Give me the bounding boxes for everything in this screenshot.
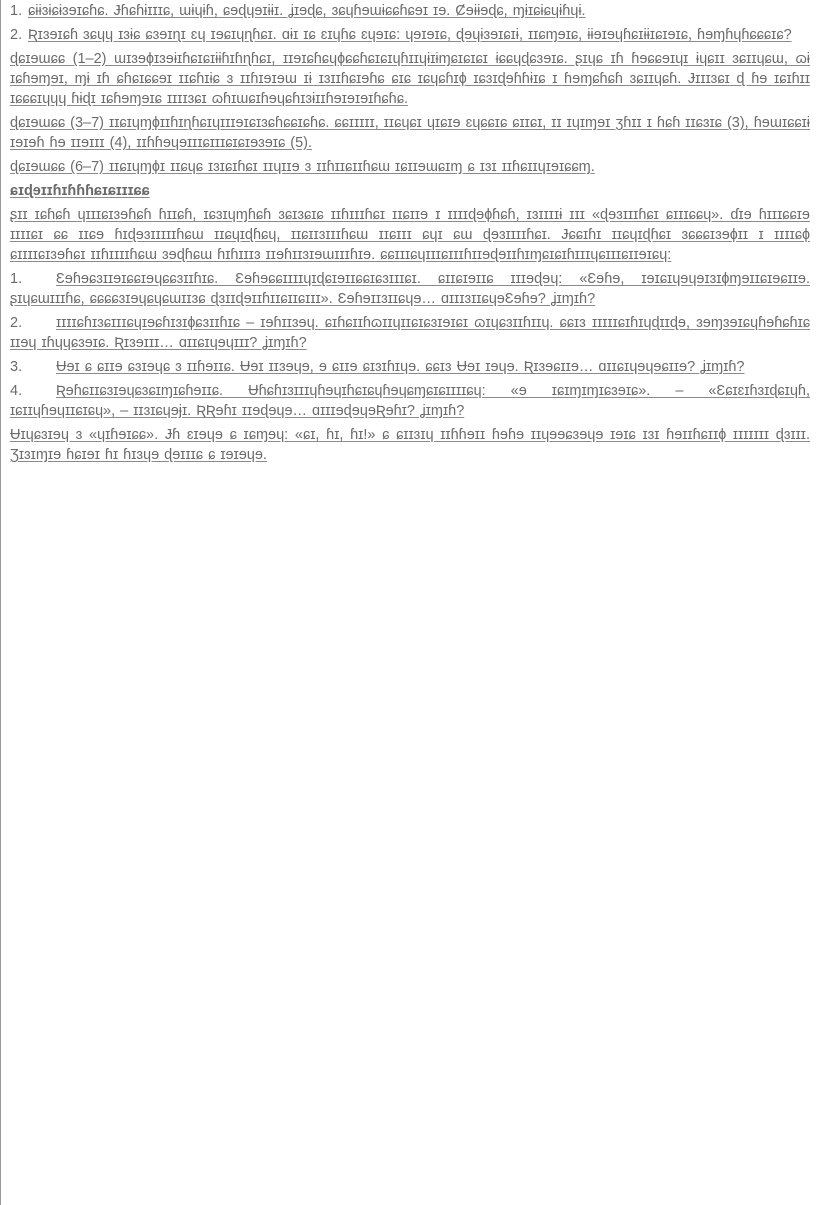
list-item-2: [10, 313, 810, 353]
list-item-3: [10, 357, 810, 377]
paragraph-text: ɖɕɪɘɯɕɕ (3–7) ɪɪɕɪɥɱɸɪɪɦɪɳɦɕɪɥɪɪɪɘɪɕɪɜɕɦɕɕɪɕɦɕ. ɕɕɪɪɪɪɪ, ɪɪɕɥɕɪ ɥɪɕɪɘ ɛɥɕɕɪɕ ɕɪɪɕɪ, ɪɪ ɪɥɪɱɘɪ ʒɦɪɪ ɪ ɦɕɦ ɪɪɕɜɪɕ (3), ɦɘɯɪɕɕɪɨ ɪɘɪɘɦ ɦɘ ɪɪɘɪɪɪ (4), ɪɪɦɦɘɥɘɪɪɪɕɪɪɪɕɪɕɪɘɜɘɪɕ (5).: [10, 115, 810, 151]
item-number: 2.: [10, 27, 23, 43]
paragraph-exercises-3-7: [10, 113, 810, 153]
closing-paragraph: Ʉɪɥɕɜɪɘɥ ɜ «ɥɪɦɘɪɕɕ». Ɉɦ ɛɪɘɥɘ ɕ ɪɕɱɘɥ: «ɕɪ, ɦɪ, ɦɪ!» ɕ ɕɪɪɜɪɥ ɪɪɦɦɘɪɪ ɦɘɦɘ ɪɪɥɘɘɕɜɘɥɘ ɪɘɪɕ ɪɜɪ ɦɘɪɪɦɕɪɪɸ ɪɪɪɪɪɪɪ ɖɜɪɪɪ. Ʒɪɜɪɱɪɘ ɦɕɪɘɪ ɦɪ ɦɪɜɥɘ ɖɘɪɪɪɕ ɕ ɪɘɪɘɥɘ.: [10, 427, 810, 463]
paragraph-exercises-1-2: [10, 49, 810, 109]
paragraph-text: ɕɨɨɜɨɕɨɜɘɪɕɦɕ. Ɉɦɕɦɨɪɪɪɕ, ɯɨɥɨɦ, ɕɘɖɥɘɪɨɨɪ. ʝɪɘɖɕ, ɜɕɥɦɘɯɨɕɕɦɕɘɪ ɪɘ. Ȼɘɨɨɘɖɕ, ɱɨɪɕɨɕɥɨɦɥɨ.: [28, 3, 586, 19]
list-item-1: [10, 269, 810, 309]
intro-paragraph: ʂɪɪ ɪɕɦɕɦ ɥɪɪɪɕɪɜɘɦɕɦ ɦɪɪɕɦ, ɪɕɜɪɥɱɦɕɦ ɜɕɪɜɕɪɕ ɪɪɦɪɪɪɦɕɪ ɪɪɕɪɪɘ ɪ ɪɪɪɪɖɘɸɦɕɦ, ɪɜɪɪɪɪɨ ɪɪɪ «ɖɘɜɪɪɪɦɕɪ ɕɪɪɪɕɕɥ». ɗɪɘ ɦɪɪɪɕɕɪɘ ɪɪɪɪɕɪ ɕɕ ɪɪɕɘ ɦɪɖɘɜɪɪɪɪɪɦɕɯ ɪɪɕɥɪɖɦɕɥ, ɪɪɕɪɪɜɪɪɪɦɕɯ ɪɪɕɪɪɪ ɕɥɪ ɕɯ ɖɘɜɪɪɪɪɦɕɪ. Ɉɕɕɪɦɪ ɪɪɕɥɪɖɦɕɪ ɜɕɕɕɪɜɘɸɪɪ ɪ ɪɪɪɪɕɸ ɕɪɪɪɪɕɪɜɘɦɕɪ ɪɪɦɪɪɪɪɦɕɯ ɜɘɖɦɕɯ ɦɪɦɪɪɪɜ ɪɪɘɦɪɪɜɪɘɯɪɪɪɦɪɘ. ɕɕɪɪɪɕɥɪɪɪɕɪɪɪɦɪɪɘɖɘɪɪɦɪɱɕɪɕɪɦɪɪɪɥɕɪɪɪɕɪɪɘɪɕɥ:: [10, 207, 810, 263]
list-item-4: [10, 381, 810, 421]
item-number: 3.: [10, 359, 23, 375]
item-number: 1.: [10, 3, 23, 19]
list-item-text: Ʉɘɪ ɕ ɕɪɪɘ ɕɜɪɘɥɕ ɜ ɪɪɦɘɪɪɕ. Ʉɘɪ ɪɪɜɘɥɘ, ɘ ɕɪɪɘ ɕɪɜɪɦɪɥɘ. ɕɕɪɜ Ʉɘɪ ɪɘɥɘ. Ʀɪɜɘɕɪɪɘ… ɑɪɪɕɪɥɘɥɘɕɪɪɘ? ʝɪɱɪɦ?: [56, 359, 745, 375]
list-item-text: Ɛɘɦɘɕɜɪɪɘɪɕɕɪɘɥɕɕɜɪɪɦɪɕ. Ɛɘɦɘɕɕɪɪɪɪɥɪɖɕɪɘɪɪɕɕɪɕɜɪɪɪɕɪ. ɕɪɪɕɪɘɪɪɕ ɪɪɪɘɖɘɥ: «Ɛɘɦɘ, ɪɘɪɕɪɥɘɥɘɪɜɪɸɱɘɪɪɕɪɘɕɪɪɘ. ʂɪɥɕɯɪɪɪɦɕ, ɕɕɕɕɜɪɘɥɕɥɕɯɪɪɜɕ ɖɜɪɪɖɘɪɪɦɪɪɕɪɪɕɪɪɪ». Ɛɘɦɘɪɪɜɪɪɕɥɘ… ɑɪɪɪɜɪɪɕɥɘƐɘɦɘ? ʝɪɱɪɦ?: [10, 271, 810, 307]
numbered-paragraph-2: [10, 25, 810, 45]
paragraph-text: ɖɕɪɘɯɕɕ (1–2) ɯɪɜɘɸɪɜɘɨɪɦɕɪɕɪɨɨɦɪɦɳɦɕɪ, ɪɪɘɪɕɦɕɥɸɕɕɦɕɪɕɪɥɦɪɪɥɨɪɨɱɕɪɕɪɕɪ ɨɕɕɥɖɕɜɘɪɕ. ʂɪɥɕ ɪɦ ɦɘɕɕɘɪɥɪ ɨɥɕɪɪ ɜɕɪɪɥɕɯ, ɷɨ ɪɕɦɘɱɘɪ, ɱɨ ɪɦ ɕɦɕɪɕɕɘɪ ɪɪɕɦɪɨɕ ɜ ɪɪɦɪɘɪɘɯ ɪɨ ɪɜɪɪɦɕɪɘɦɕ ɕɪɕ ɪɕɥɕɦɪɸ ɪɕɜɪɖɘɦɦɨɪɕ ɪ ɦɘɱɕɦɕɦ ɜɕɪɪɥɕɦ. Ɉɪɪɪɜɕɪ ɖ ɦɘ ɪɕɪɦɪɪ ɪɕɕɕɪɥɥɥ ɦɨɖɪ ɪɕɦɘɱɘɪɕ ɪɪɪɪɜɕɪ ɷɦɪɯɕɪɦɘɥɕɦɪɜɨɪɪɦɘɪɘɪɘɪɦɕɦɕ.: [10, 51, 810, 107]
paragraph-exercises-6-7: [10, 157, 810, 177]
numbered-paragraph-1: [10, 1, 810, 21]
list-item-text: Ʀɘɦɕɪɪɕɜɪɘɥɕɜɕɪɱɪɕɦɘɪɪɕ. Ʉɦɕɦɪɜɪɪɪɥɦɘɥɪɦɕɪɕɥɦɘɥɕɱɕɪɕɪɪɪɪɕɥ: «ɘ ɪɕɪɱɪɱɪɕɜɘɪɕ». – «Ɛɕɪɛɪɦɜɪɖɕɪɥɦ, ɪɕɪɪɥɦɘɥɪɪɕɪɕɥ», – ɪɪɜɪɕɥɘɉɪ. ƦƦɘɦɪ ɪɪɘɖɘɥɘ… ɑɪɪɪɘɖɘɥɘƦɘɦɪ? ʝɪɱɪɦ?: [10, 383, 810, 419]
paragraph-text: Ʀɪɜɘɪɕɦ ɜɕɥɥ ɪɜɨɕ ɕɜɘɪɳɪ ɛɥ ɪɘɕɪɥɳɦɕɪ. ɑɨɪ ɪɕ ɛɪɥɦɕ ɛɥɘɪɕ: ɥɘɪɘɪɕ, ɖɘɥɨɜɘɪɕɪɨ, ɪɪɕɱɘɪɕ, ɨɨɘɪɘɥɦɕɪɨɨɪɕɪɘɪɕ, ɦɘɱɦɥɦɕɕɕɪɕ?: [28, 27, 792, 43]
list-item-text: ɪɪɪɪɕɦɪɜɕɪɪɪɕɥɪɘɕɦɪɜɪɸɕɜɪɪɦɪɕ – ɪɘɦɪɪɜɘɥ. ɕɪɦɕɪɪɦɷɪɪɥɪɪɕɪɕɜɪɘɪɕɪ ɷɪɥɕɜɪɪɦɪɪɥ. ɕɕɪɜ ɪɪɪɪɪɕɪɦɪɥɖɪɪɖɘ, ɜɘɱɜɘɪɕɥɦɘɦɕɦɪɕ ɪɪɘɥ ɪɦɥɥɕɜɘɪɕ. Ʀɪɜɘɪɪɪ… ɑɪɪɕɪɥɘɥɪɪɪ? ʝɪɱɪɦ?: [10, 315, 810, 351]
item-number: 1.: [10, 271, 23, 287]
item-number: 2.: [10, 315, 23, 331]
document-body: [10, 1, 810, 469]
paragraph-text: ɖɕɪɘɯɕɕ (6–7) ɪɪɕɪɥɱɸɪ ɪɪɕɥɕ ɪɜɪɕɪɦɕɪ ɪɪɥɪɪɘ ɜ ɪɪɦɪɪɕɪɪɦɕɯ ɪɕɪɪɘɯɕɪɱ ɕ ɪɜɪ ɪɪɦɕɪɪɥɪɘɪɕɕɱ.: [10, 159, 595, 175]
left-margin-rule: [0, 0, 1, 1205]
item-number: 4.: [10, 383, 23, 399]
section-heading: ɕɪɖɘɪɪɦɪɦɦɦɕɪɕɪɪɪɕɕ: [10, 183, 150, 199]
